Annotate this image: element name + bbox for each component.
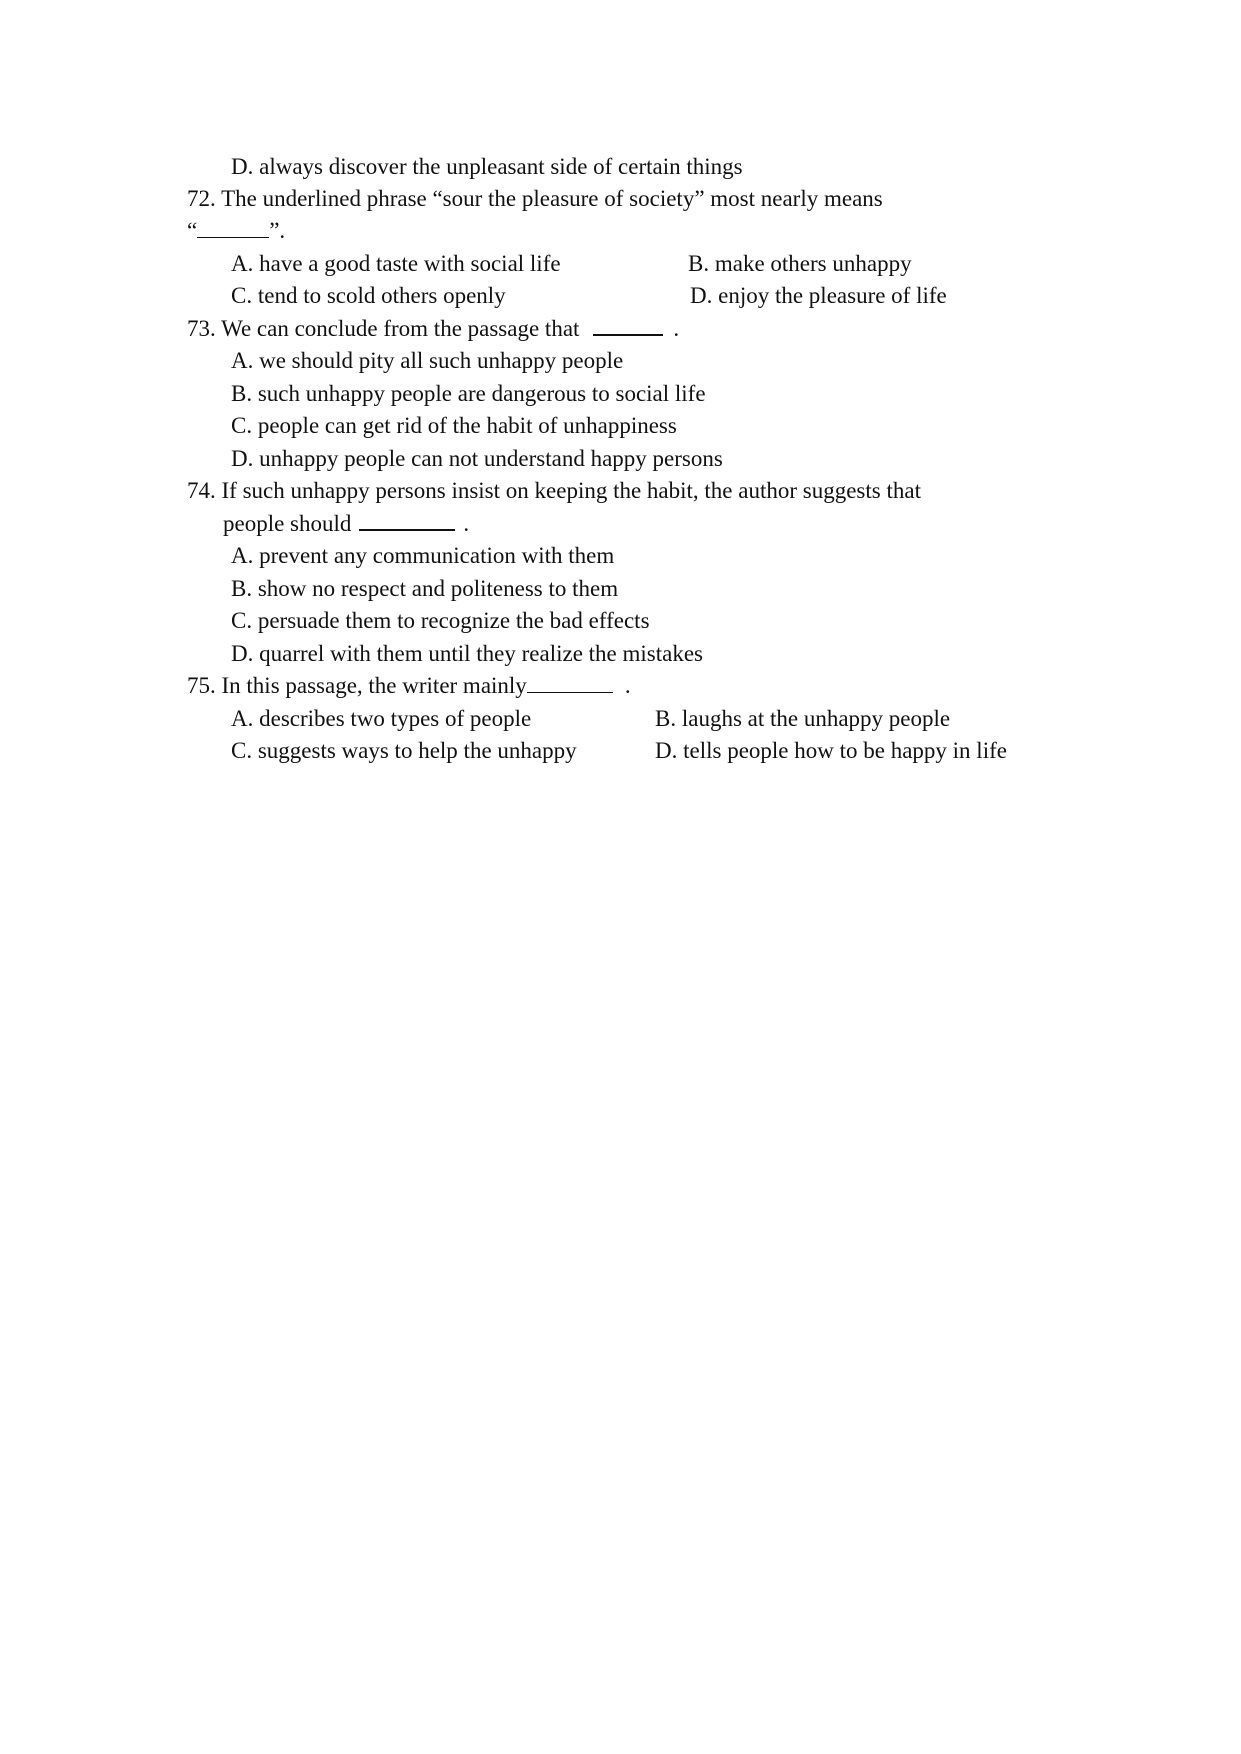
q73-option-a: A. we should pity all such unhappy people bbox=[231, 348, 624, 373]
q74-option-b: B. show no respect and politeness to them bbox=[231, 576, 619, 601]
q73-option-c: C. people can get rid of the habit of unhappiness bbox=[231, 413, 677, 438]
q74-stem-line2: people should . bbox=[223, 511, 470, 536]
q75-option-c: C. suggests ways to help the unhappy bbox=[231, 738, 577, 763]
q72-option-d: D. enjoy the pleasure of life bbox=[690, 283, 947, 308]
q73-stem: 73. We can conclude from the passage that . bbox=[187, 316, 680, 341]
q72-option-b: B. make others unhappy bbox=[688, 251, 912, 276]
q75-option-d: D. tells people how to be happy in life bbox=[655, 738, 1007, 763]
q74-option-c: C. persuade them to recognize the bad effects bbox=[231, 608, 650, 633]
q73-option-b: B. such unhappy people are dangerous to social life bbox=[231, 381, 706, 406]
q72-stem: 72. The underlined phrase “sour the pleasure of society” most nearly means bbox=[187, 186, 883, 211]
q75-stem: 75. In this passage, the writer mainly . bbox=[187, 673, 631, 698]
q74-option-a: A. prevent any communication with them bbox=[231, 543, 615, 568]
q75-option-b: B. laughs at the unhappy people bbox=[655, 706, 951, 731]
q75-option-a: A. describes two types of people bbox=[231, 706, 532, 731]
q74-option-d: D. quarrel with them until they realize the mistakes bbox=[231, 641, 703, 666]
q72-option-a: A. have a good taste with social life bbox=[231, 251, 561, 276]
q72-quote-close: ”. bbox=[269, 218, 286, 243]
q72-quote-open: “ bbox=[187, 218, 198, 243]
q73-option-d: D. unhappy people can not understand happy persons bbox=[231, 446, 723, 471]
q72-option-c: C. tend to scold others openly bbox=[231, 283, 506, 308]
q72-stem-blank-line bbox=[187, 216, 285, 246]
q73-answer-blank bbox=[593, 316, 663, 336]
q75-answer-blank bbox=[527, 674, 613, 693]
q71-option-d: D. always discover the unpleasant side of certain things bbox=[231, 154, 743, 179]
q72-answer-blank bbox=[197, 219, 269, 238]
q74-answer-blank bbox=[359, 511, 455, 531]
q74-stem: 74. If such unhappy persons insist on keeping the habit, the author suggests that bbox=[187, 478, 921, 503]
